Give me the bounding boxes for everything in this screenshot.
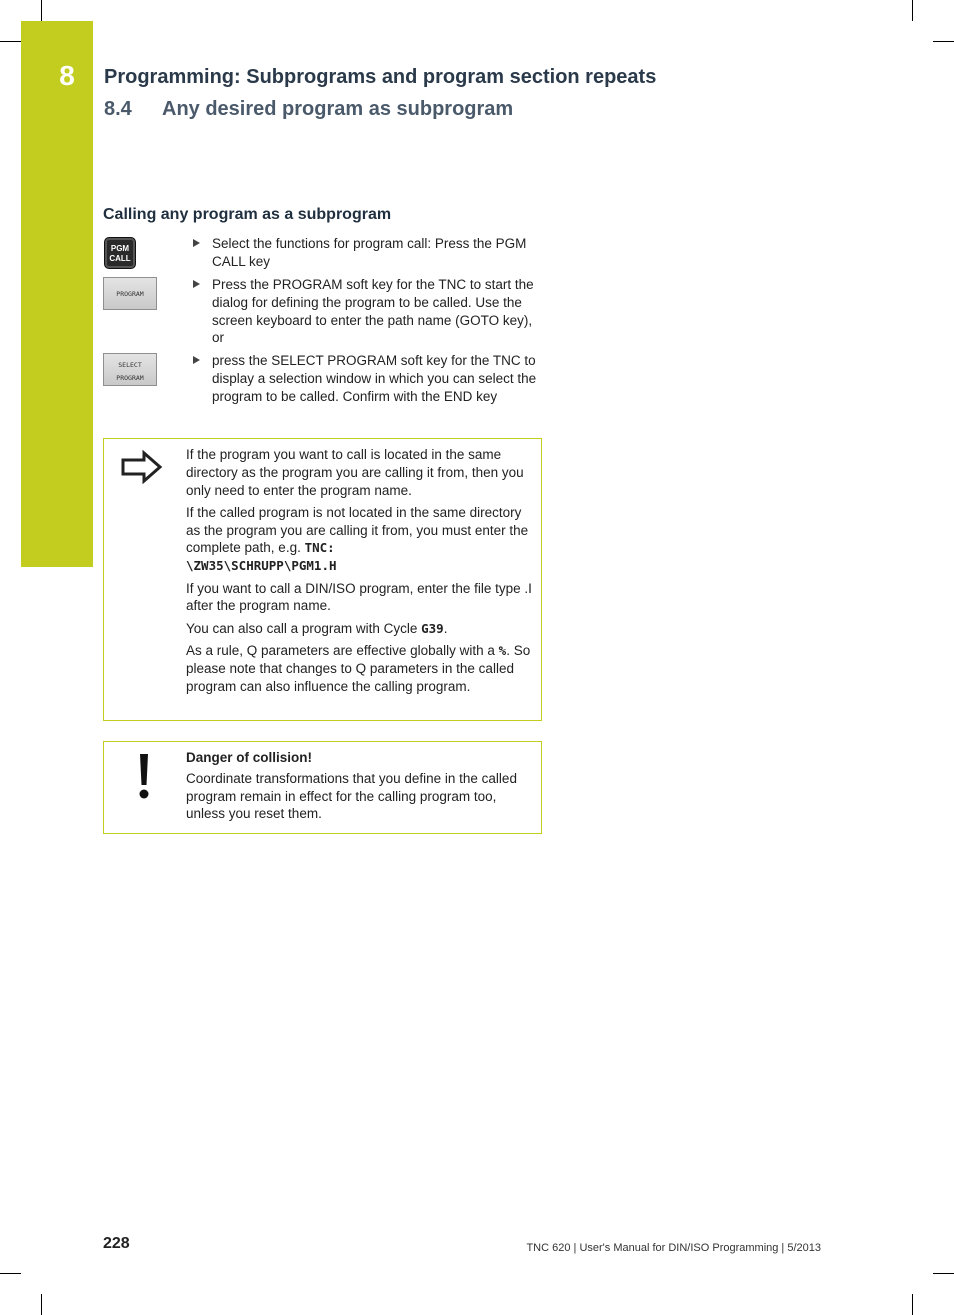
note-text: . — [443, 620, 448, 636]
softkey-label: SELECT — [118, 361, 142, 369]
note-code: \ZW35\SCHRUPP\PGM1.H — [186, 558, 337, 574]
bullet-triangle-icon — [193, 280, 200, 288]
arrow-right-icon — [120, 450, 164, 484]
crop-mark — [933, 41, 954, 42]
crop-mark — [41, 0, 42, 21]
key-label: PGM — [110, 244, 130, 253]
section-title: Any desired program as subprogram — [162, 98, 514, 120]
step-item — [193, 352, 545, 405]
step-text: Select the functions for program call: Press the PGM CALL key — [212, 236, 527, 269]
footer-text: TNC 620 | User's Manual for DIN/ISO Programming | 5/2013 — [526, 1242, 821, 1254]
crop-mark — [0, 41, 21, 42]
note-code: G39 — [421, 620, 444, 636]
note-text: If the called program is not located in the same directory as the program you are calling it from, you must enter the complete path, e.g. — [186, 504, 529, 556]
step-text: press the SELECT PROGRAM soft key for the TNC to display a selection window in which you can select the program to be called. Confirm with the END key — [212, 353, 537, 404]
warning-text: Coordinate transformations that you define in the called program remain in effect for the calling program too, unless you reset them. — [186, 770, 517, 822]
note-code: % — [498, 642, 507, 658]
crop-mark — [912, 1294, 913, 1315]
crop-mark — [41, 1294, 42, 1315]
note-paragraph — [186, 642, 538, 695]
warning-title: Danger of collision! — [186, 750, 313, 765]
page-number: 228 — [103, 1235, 130, 1252]
step-item — [193, 276, 545, 347]
note-paragraph — [186, 504, 538, 575]
note-paragraph — [186, 620, 538, 638]
note-text: If the program you want to call is located in the same directory as the program you are calling it from, then you only need to enter the program name. — [186, 447, 524, 498]
chapter-side-tab — [21, 21, 93, 567]
note-text: You can also call a program with Cycle — [186, 620, 422, 636]
softkey-label: PROGRAM — [116, 374, 144, 382]
note-text: As a rule, Q parameters are effective globally with a — [186, 642, 499, 658]
crop-mark — [0, 1273, 21, 1274]
step-text: Press the PROGRAM soft key for the TNC to start the dialog for defining the program to be called. Use the screen keyboard to enter the path name (GOTO key), or — [212, 277, 534, 346]
crop-mark — [912, 0, 913, 21]
note-body — [186, 446, 538, 700]
crop-mark — [933, 1273, 954, 1274]
note-text: If you want to call a DIN/ISO program, enter the file type .I after the program name. — [186, 580, 532, 614]
sub-heading: Calling any program as a subprogram — [103, 206, 392, 223]
step-item — [193, 235, 545, 271]
bullet-triangle-icon — [193, 356, 200, 364]
section-number: 8.4 — [104, 98, 132, 120]
exclamation-icon — [135, 753, 153, 801]
pgm-call-key-icon — [104, 237, 136, 269]
note-code: TNC: — [304, 540, 335, 556]
select-program-softkey-icon — [103, 353, 157, 386]
note-paragraph — [186, 580, 538, 616]
note-paragraph — [186, 446, 538, 499]
warning-body — [186, 749, 538, 828]
chapter-number: 8 — [59, 60, 75, 91]
note-text: . So please note that changes to Q parameters in the called program can also influence the calling program. — [186, 642, 531, 694]
key-label: CALL — [109, 254, 131, 263]
chapter-title: Programming: Subprograms and program section repeats — [104, 66, 657, 88]
bullet-triangle-icon — [193, 239, 200, 247]
program-softkey-icon — [103, 277, 157, 310]
softkey-label: PROGRAM — [116, 290, 144, 298]
